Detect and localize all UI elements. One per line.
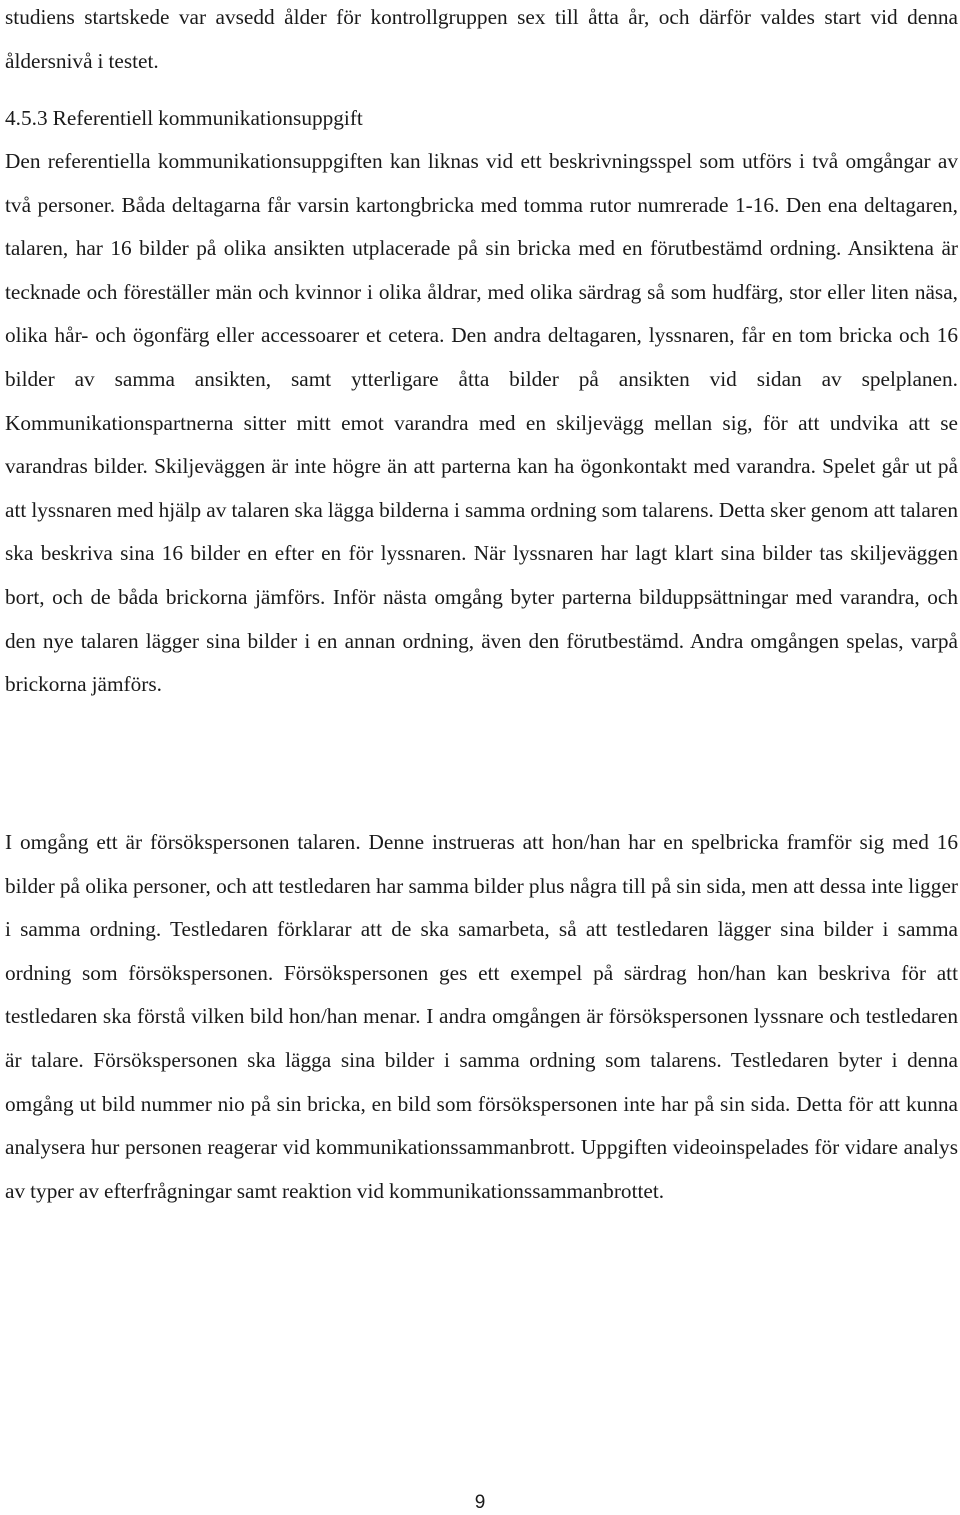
body-paragraph-1: Den referentiella kommunikationsuppgiften kan liknas vid ett beskrivningsspel som utförs i två omgångar av två personer. Båda deltagarna får varsin kartongbricka med tomma rutor numrerade 1-16. Den ena deltagaren, talaren, har 16 bilder på olika ansikten utplacerade på sin bricka med en förutbestämd ordning. Ansiktena är tecknade och föreställer män och kvinnor i olika åldrar, med olika särdrag så som hudfärg, stor eller liten näsa, olika hår- och ögonfärg eller accessoarer et cetera. Den andra deltagaren, lyssnaren, får en tom bricka och 16 bilder av samma ansikten, samt ytterligare åtta bilder på ansikten vid sidan av spelplanen. Kommunikationspartnerna sitter mitt emot varandra med en skiljevägg mellan sig, för att undvika att se varandras bilder. Skiljeväggen är inte högre än att parterna kan ha ögonkontakt med varandra. Spelet går ut på att lyssnaren med hjälp av talaren ska lägga bilderna i samma ordning som talarens. Detta sker genom att talaren ska beskriva sina 16 bilder en efter en för lyssnaren. När lyssnaren har lagt klart sina bilder tas skiljeväggen bort, och de båda brickorna jämförs. Inför nästa omgång byter parterna bilduppsättningar med varandra, och den nye talaren lägger sina bilder i en annan ordning, även den förutbestämd. Andra omgången spelas, varpå brickorna jämförs. [5,149,958,697]
page-number: 9 [474,1492,486,1513]
section-heading: 4.5.3 Referentiell kommunikationsuppgift [5,106,363,130]
intro-paragraph: studiens startskede var avsedd ålder för kontrollgruppen sex till åtta år, och därför valdes start vid denna åldersnivå i testet. [5,5,958,73]
body-paragraph-2: I omgång ett är försökspersonen talaren. Denne instrueras att hon/han har en spelbricka framför sig med 16 bilder på olika personer, och att testledaren har samma bilder plus några till på sin sida, men att dessa inte ligger i samma ordning. Testledaren förklarar att de ska samarbeta, så att testledaren lägger sina bilder i samma ordning som försökspersonen. Försökspersonen ges ett exempel på särdrag hon/han kan beskriva för att testledaren ska förstå vilken bild hon/han menar. I andra omgången är försökspersonen lyssnare och testledaren är talare. Försökspersonen ska lägga sina bilder i samma ordning som talarens. Testledaren byter i denna omgång ut bild nummer nio på sin bricka, en bild som försökspersonen inte har på sin sida. Detta för att kunna analysera hur personen reagerar vid kommunikationssammanbrott. Uppgiften videoinspelades för vidare analys av typer av efterfrågningar samt reaktion vid kommunikationssammanbrottet. [5,830,958,1203]
